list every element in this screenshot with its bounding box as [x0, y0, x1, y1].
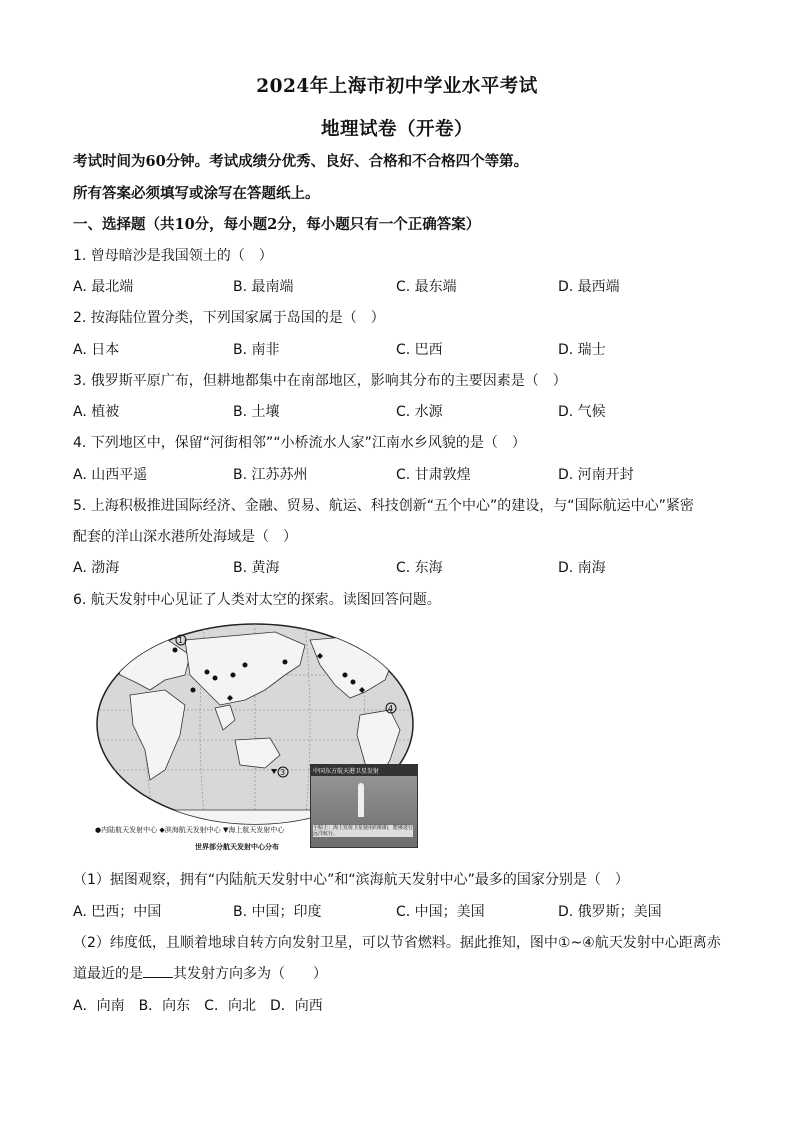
- q2-option-a[interactable]: A. 日本: [73, 342, 120, 358]
- question-5-continued: 配套的洋山深水港所处海域是（ ）: [73, 529, 297, 545]
- instruction-line-2: 所有答案必须填写或涂写在答题纸上。: [73, 185, 320, 202]
- sub-question-2-line-2: [73, 963, 327, 983]
- svg-text:3: 3: [280, 768, 286, 777]
- rocket-icon: [358, 783, 364, 817]
- q5-option-b[interactable]: B. 黄海: [233, 560, 280, 576]
- sub-question-2-line-1: （2）纬度低，且顺着地球自转方向发射卫星，可以节省燃料。据此推知，图中①~④航天发射中心距离赤: [73, 935, 721, 951]
- map-legend: ●内陆航天发射中心 ◆滨海航天发射中心 ▼海上航天发射中心: [95, 826, 285, 834]
- question-6: 6. 航天发射中心见证了人类对太空的探索。读图回答问题。: [73, 592, 441, 608]
- question-4: 4. 下列地区中，保留“河街相邻”“小桥流水人家”江南水乡风貌的是（ ）: [73, 435, 526, 451]
- sub1-option-c[interactable]: C. 中国；美国: [396, 904, 485, 920]
- photo-note: 小贴士：海上发射卫星使用的船舶，能够进行远洋航行。: [313, 825, 414, 837]
- question-2: 2. 按海陆位置分类，下列国家属于岛国的是（ ）: [73, 310, 385, 326]
- q4-option-c[interactable]: C. 甘肃敦煌: [396, 467, 471, 483]
- exam-subtitle: 地理试卷（开卷）: [320, 119, 473, 140]
- sub1-option-d[interactable]: D. 俄罗斯；美国: [558, 904, 662, 920]
- exam-title: 2024年上海市初中学业水平考试: [256, 76, 538, 97]
- answer-blank[interactable]: [143, 965, 173, 978]
- photo-title: 中国东方航天港卫星发射: [311, 765, 417, 776]
- q3-option-b[interactable]: B. 土壤: [233, 404, 280, 420]
- sub-question-1: （1）据图观察，拥有“内陆航天发射中心”和“滨海航天发射中心”最多的国家分别是（ ）: [73, 872, 629, 888]
- instruction-line-1: 考试时间为60分钟。考试成绩分优秀、良好、合格和不合格四个等第。: [73, 153, 529, 170]
- question-1: 1. 曾母暗沙是我国领土的（ ）: [73, 248, 273, 264]
- q4-option-d[interactable]: D. 河南开封: [558, 467, 634, 483]
- map-caption: 世界部分航天发射中心分布: [195, 843, 279, 851]
- section-heading: 一、选择题（共10分，每小题2分，每小题只有一个正确答案）: [73, 216, 481, 233]
- q5-option-d[interactable]: D. 南海: [558, 560, 606, 576]
- sub2-text-b: 其发射方向多为（ ）: [173, 966, 327, 982]
- q2-option-c[interactable]: C. 巴西: [396, 342, 443, 358]
- q1-option-c[interactable]: C. 最东端: [396, 279, 457, 295]
- q5-option-c[interactable]: C. 东海: [396, 560, 443, 576]
- q4-option-b[interactable]: B. 江苏苏州: [233, 467, 308, 483]
- q2-option-d[interactable]: D. 瑞士: [558, 342, 606, 358]
- q1-option-b[interactable]: B. 最南端: [233, 279, 294, 295]
- svg-text:1: 1: [178, 636, 184, 645]
- q3-option-c[interactable]: C. 水源: [396, 404, 443, 420]
- q5-option-a[interactable]: A. 渤海: [73, 560, 120, 576]
- q3-option-d[interactable]: D. 气候: [558, 404, 606, 420]
- sub2-options[interactable]: A．向南 B．向东 C．向北 D．向西: [73, 998, 323, 1014]
- q4-option-a[interactable]: A. 山西平遥: [73, 467, 148, 483]
- svg-text:4: 4: [388, 704, 394, 713]
- question-3: 3. 俄罗斯平原广布，但耕地都集中在南部地区，影响其分布的主要因素是（ ）: [73, 373, 567, 389]
- sub1-option-b[interactable]: B. 中国；印度: [233, 904, 322, 920]
- q1-option-a[interactable]: A. 最北端: [73, 279, 134, 295]
- q2-option-b[interactable]: B. 南非: [233, 342, 280, 358]
- sub1-option-a[interactable]: A. 巴西；中国: [73, 904, 162, 920]
- q1-option-d[interactable]: D. 最西端: [558, 279, 620, 295]
- q3-option-a[interactable]: A. 植被: [73, 404, 120, 420]
- launch-center-map-figure: [95, 620, 430, 858]
- question-5: 5. 上海积极推进国际经济、金融、贸易、航运、科技创新“五个中心”的建设，与“国际航运中心”紧密: [73, 498, 694, 514]
- sub2-text-a: 道最近的是: [73, 966, 143, 982]
- launch-photo-inset: [310, 764, 418, 848]
